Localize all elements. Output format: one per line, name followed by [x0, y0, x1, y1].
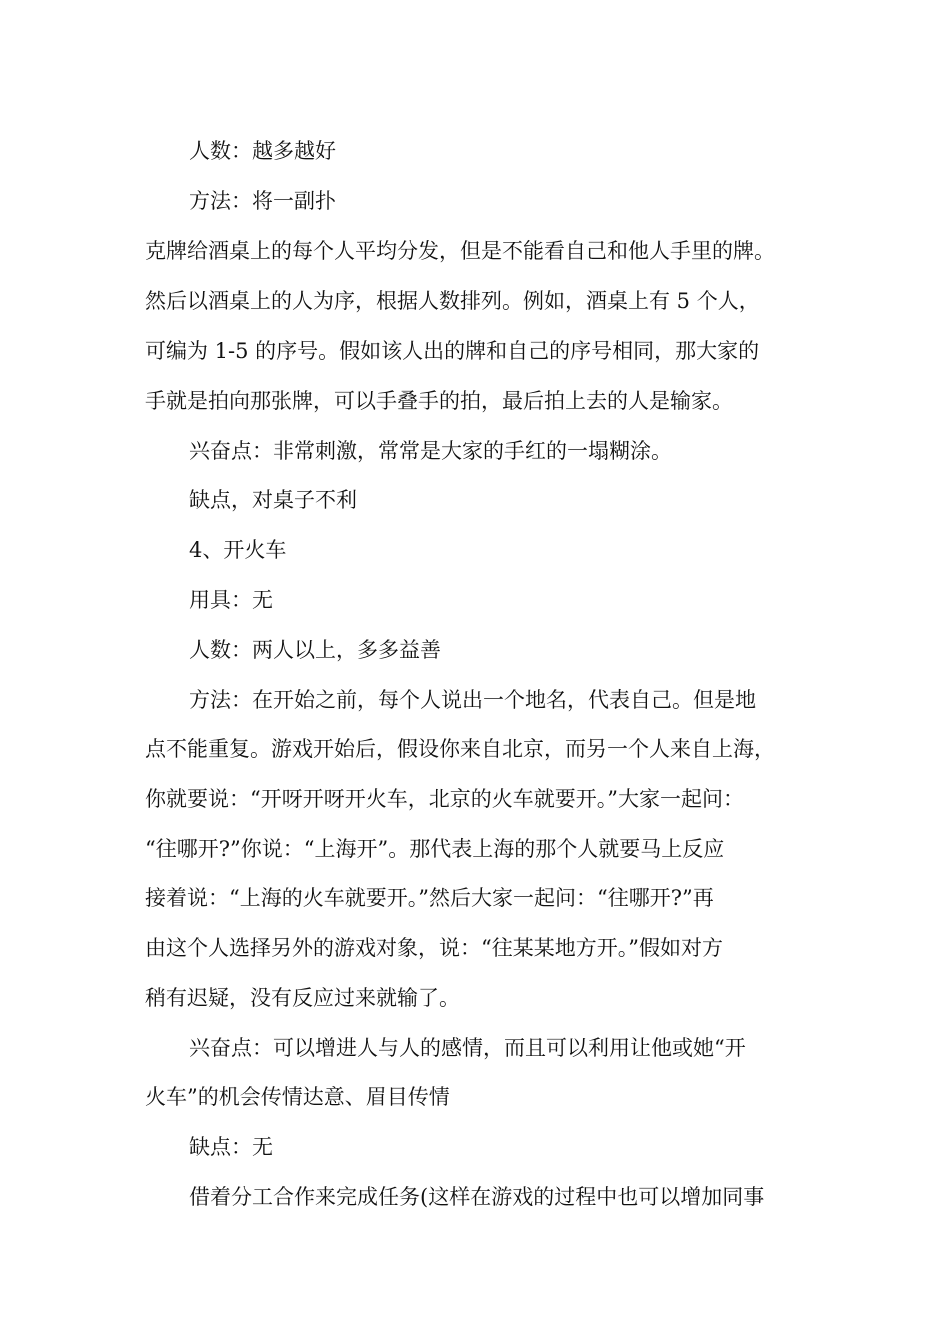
section-heading: 4、开火车	[189, 538, 287, 562]
text-line: 然后以酒桌上的人为序，根据人数排列。例如，酒桌上有 5 个人，	[145, 289, 760, 313]
text-line: 你就要说：“开呀开呀开火车，北京的火车就要开。”大家一起问：	[145, 787, 744, 811]
text-line: 兴奋点：可以增进人与人的感情，而且可以利用让他或她“开	[189, 1036, 746, 1060]
text-line: 接着说：“上海的火车就要开。”然后大家一起问：“往哪开?”再	[145, 886, 714, 910]
text-line: 用具：无	[189, 588, 273, 612]
text-line: 由这个人选择另外的游戏对象，说：“往某某地方开。”假如对方	[145, 936, 723, 960]
text-line: 方法：在开始之前，每个人说出一个地名，代表自己。但是地	[189, 688, 756, 712]
text-line: 克牌给酒桌上的每个人平均分发，但是不能看自己和他人手里的牌。	[145, 239, 775, 263]
text-line: 缺点：无	[189, 1135, 273, 1159]
text-line: 人数：越多越好	[189, 139, 336, 163]
text-line: 稍有迟疑，没有反应过来就输了。	[145, 986, 460, 1010]
text-line: 点不能重复。游戏开始后，假设你来自北京，而另一个人来自上海，	[145, 737, 775, 761]
text-line: “往哪开?”你说：“上海开”。那代表上海的那个人就要马上反应	[145, 837, 725, 861]
text-line: 缺点，对桌子不利	[189, 488, 357, 512]
text-line: 人数：两人以上，多多益善	[189, 638, 441, 662]
text-line: 方法：将一副扑	[189, 189, 336, 213]
text-line: 兴奋点：非常刺激，常常是大家的手红的一塌糊涂。	[189, 439, 672, 463]
text-line: 手就是拍向那张牌，可以手叠手的拍，最后拍上去的人是输家。	[145, 389, 733, 413]
text-line: 火车”的机会传情达意、眉目传情	[145, 1085, 450, 1109]
text-line: 可编为 1-5 的序号。假如该人出的牌和自己的序号相同，那大家的	[145, 339, 760, 363]
text-line: 借着分工合作来完成任务(这样在游戏的过程中也可以增加同事	[189, 1185, 765, 1209]
